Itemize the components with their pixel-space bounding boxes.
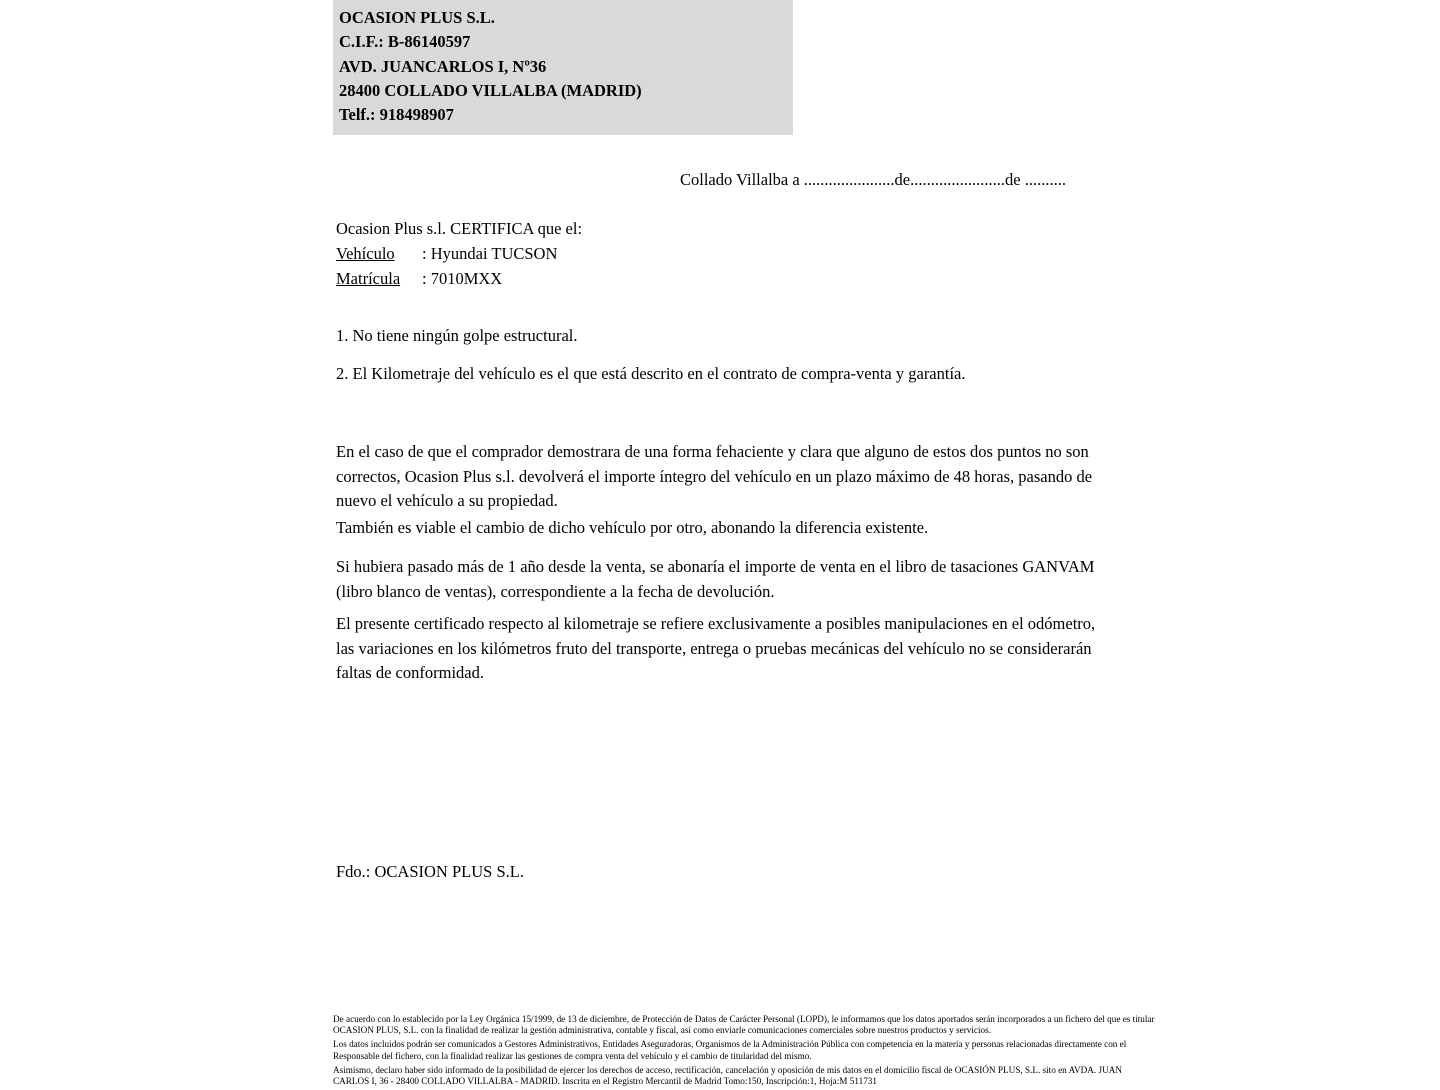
point-one: 1. No tiene ningún golpe estructural. (336, 326, 578, 345)
paragraph-refund: En el caso de que el comprador demostrara de una forma fehaciente y clara que alguno de estos dos puntos no son correctos, Ocasion Plus s.l. devolverá el importe íntegro del vehículo en un plazo máximo de 48 horas, pasando de nuevo el vehículo a su propiedad. (336, 442, 1093, 510)
signature-line: Fdo.: OCASION PLUS S.L. (336, 862, 524, 881)
legal-line-4: Responsable del fichero, con la finalidad realizar las gestiones de compra venta del vehículo y el cambio de titularidad del mismo. (333, 1050, 812, 1061)
paragraph-exchange: También es viable el cambio de dicho vehículo por otro, abonando la diferencia existente. (336, 518, 929, 537)
certifica-intro: Ocasion Plus s.l. CERTIFICA que el: (336, 219, 583, 238)
certification-block (336, 216, 582, 291)
plate-label: Matrícula (336, 269, 401, 288)
company-city: 28400 COLLADO VILLALBA (MADRID) (339, 80, 642, 100)
legal-line-1: De acuerdo con lo establecido por la Ley Orgánica 15/1999, de 13 de diciembre, de Protección de Datos de Carácter Personal (LOPD), le informamos que los datos aportados serán incorporados a un fichero del que es titular (333, 1014, 1155, 1024)
company-name: OCASION PLUS S.L. (339, 8, 495, 27)
dateline: Collado Villalba a ......................de.......................de .......... (680, 170, 1066, 189)
point-two: 2. El Kilometraje del vehículo es el que está descrito en el contrato de compra-venta y garantía. (336, 364, 966, 383)
company-address: AVD. JUANCARLOS I, Nº36 (339, 56, 547, 76)
paragraph-odometer: El presente certificado respecto al kilometraje se refiere exclusivamente a posibles manipulaciones en el odómetro, las variaciones en los kilómetros fruto del transporte, entrega o pruebas mecánicas del vehículo no se considerarán faltas de conformidad. (336, 614, 1096, 682)
company-phone: Telf.: 918498907 (339, 105, 454, 125)
legal-line-6: CARLOS I, 36 - 28400 COLLADO VILLALBA - MADRID. Inscrita en el Registro Mercantil de Madrid Tomo:150, Inscripción:1, Hoja:M 511731 (333, 1076, 877, 1087)
vehicle-label: Vehículo (336, 244, 395, 263)
legal-line-5: Asimismo, declaro haber sido informado de la posibilidad de ejercer los derechos de acceso, rectificación, cancelación y oposición de mis datos en el domicilio fiscal de OCASIÓN PLUS, S.L. sito en AVDA. JUAN (333, 1064, 1122, 1075)
legal-line-3: Los datos incluidos podrán ser comunicados a Gestores Administrativos, Entidades Aseguradoras, Organismos de la Administración Pública con competencia en la materia y personas relacionadas directamente con el (333, 1039, 1127, 1050)
plate-value: : 7010MXX (422, 269, 503, 288)
letterhead-block (333, 0, 793, 135)
paragraph-oneyear: Si hubiera pasado más de 1 año desde la venta, se abonaría el importe de venta en el libro de tasaciones GANVAM (libro blanco de ventas), correspondiente a la fecha de devolución. (336, 557, 1095, 601)
plate-row (336, 266, 582, 291)
legal-line-2: OCASION PLUS, S.L. con la finalidad de realizar la gestión administrativa, contable y fiscal, así como enviarle comunicaciones comerciales sobre nuestros productos y servicios. (333, 1025, 991, 1036)
legal-notice (333, 1014, 1433, 1090)
vehicle-row (336, 241, 582, 266)
company-cif: C.I.F.: B-86140597 (339, 32, 471, 52)
vehicle-value: : Hyundai TUCSON (422, 244, 558, 263)
